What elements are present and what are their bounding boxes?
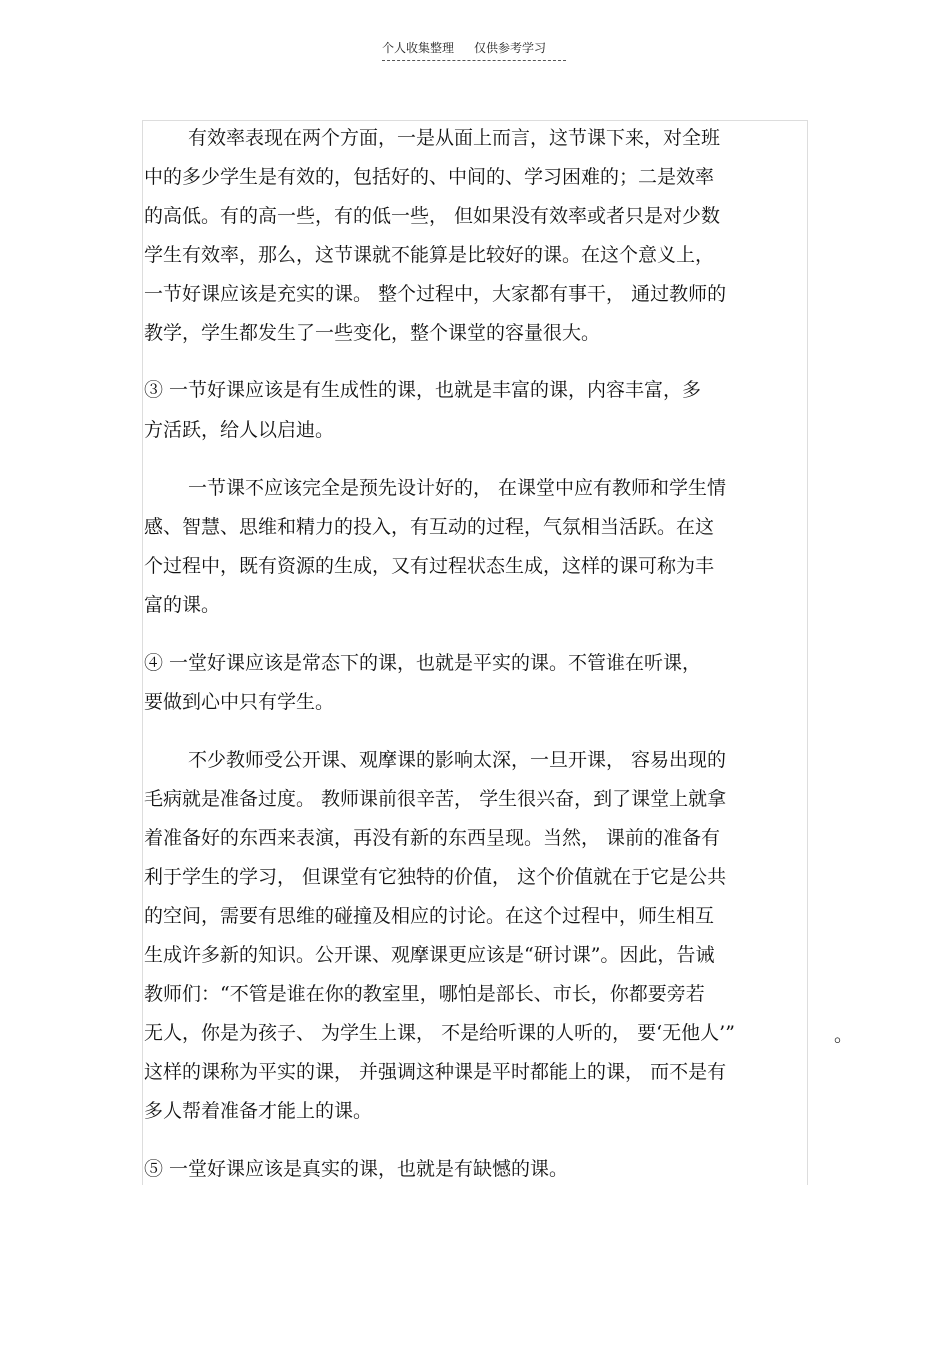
paragraph-line: 利于学生的学习， 但课堂有它独特的价值， 这个价值就在于它是公共: [144, 866, 727, 888]
header-right-text: 仅供参考学习: [474, 41, 547, 55]
paragraph-line: 教学，学生都发生了一些变化，整个课堂的容量很大。: [144, 322, 601, 344]
section-heading-3: ③ 一节好课应该是有生成性的课，也就是丰富的课，内容丰富，多: [144, 379, 702, 401]
paragraph-line: 一节好课应该是充实的课。 整个过程中，大家都有事干， 通过教师的: [144, 283, 727, 305]
page-header: [382, 40, 566, 61]
paragraph-line: 着准备好的东西来表演，再没有新的东西呈现。当然， 课前的准备有: [144, 827, 721, 849]
header-left-text: 个人收集整理: [382, 41, 455, 55]
paragraph-line: 感、智慧、思维和精力的投入，有互动的过程，气氛相当活跃。在这: [144, 516, 715, 538]
paragraph-line: 这样的课称为平实的课， 并强调这种课是平时都能上的课， 而不是有: [144, 1061, 727, 1083]
paragraph-line: 教师们：“不管是谁在你的教室里，哪怕是部长、市长，你都要旁若: [144, 983, 705, 1005]
paragraph-line: 毛病就是准备过度。 教师课前很辛苦， 学生很兴奋，到了课堂上就拿: [144, 788, 727, 810]
section-heading-4: ④ 一堂好课应该是常态下的课，也就是平实的课。不管谁在听课，: [144, 652, 702, 674]
paragraph-line: 的高低。有的高一些，有的低一些， 但如果没有效率或者只是对少数: [144, 205, 721, 227]
paragraph-line: 的空间，需要有思维的碰撞及相应的讨论。在这个过程中，师生相互: [144, 905, 715, 927]
paragraph-line: 有效率表现在两个方面，一是从面上而言，这节课下来，对全班: [188, 127, 721, 149]
paragraph-line: 学生有效率，那么，这节课就不能算是比较好的课。在这个意义上，: [144, 244, 715, 266]
section-heading-3-cont: 方活跃，给人以启迪。: [144, 419, 335, 441]
section-heading-4-cont: 要做到心中只有学生。: [144, 691, 335, 713]
paragraph-line: 个过程中，既有资源的生成，又有过程状态生成，这样的课可称为丰: [144, 555, 715, 577]
paragraph-line: 中的多少学生是有效的，包括好的、中间的、学习困难的；二是效率: [144, 166, 715, 188]
paragraph-line: 无人，你是为孩子、 为学生上课， 不是给听课的人听的， 要‘无他人’”: [144, 1022, 735, 1044]
paragraph-line: 富的课。: [144, 594, 221, 616]
paragraph-line: 一节课不应该完全是预先设计好的， 在课堂中应有教师和学生情: [188, 477, 727, 499]
paragraph-line: 生成许多新的知识。公开课、观摩课更应该是“研讨课”。因此，告诫: [144, 944, 715, 966]
paragraph-line: 不少教师受公开课、观摩课的影响太深，一旦开课， 容易出现的: [188, 749, 727, 771]
trailing-period: 。: [834, 1024, 854, 1046]
section-heading-5: ⑤ 一堂好课应该是真实的课，也就是有缺憾的课。: [144, 1158, 569, 1180]
paragraph-line: 多人帮着准备才能上的课。: [144, 1100, 373, 1122]
